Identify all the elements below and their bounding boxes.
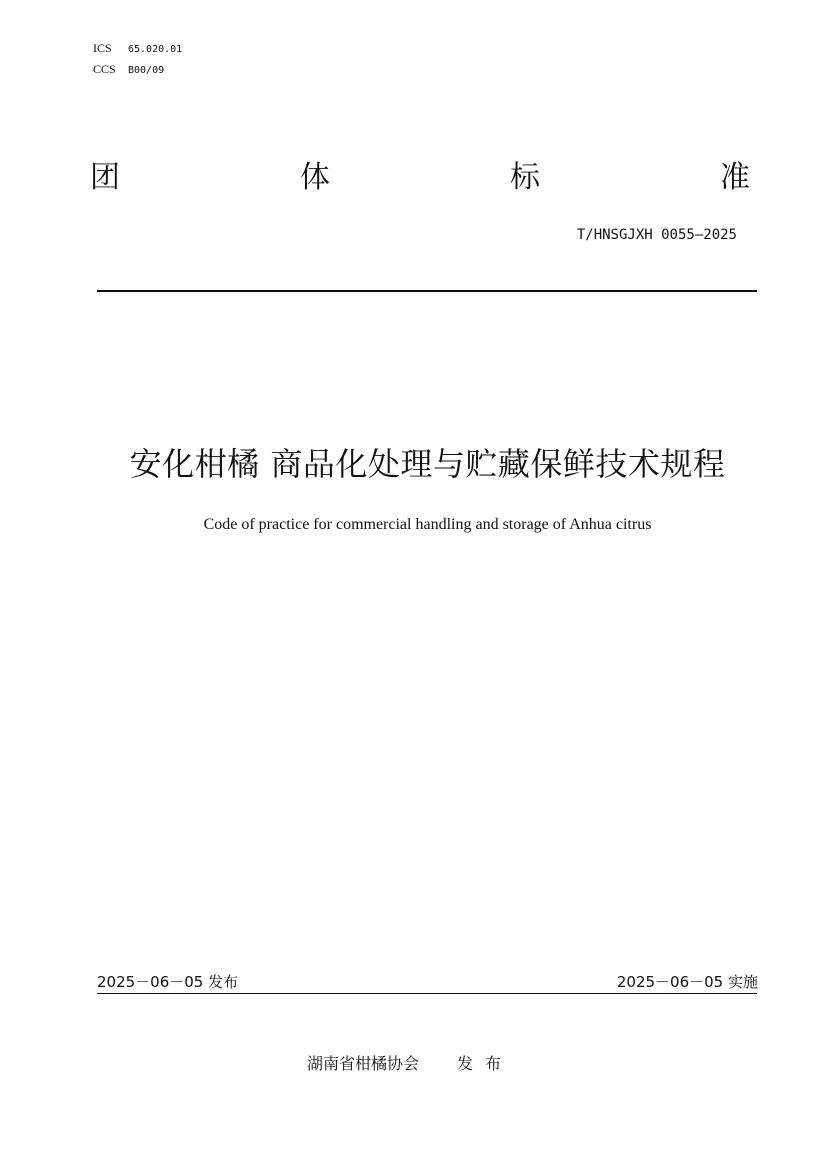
standard-number: T/HNSGJXH 0055—2025 (576, 227, 737, 243)
issue-date: 2025－06－05 发布 (97, 973, 239, 991)
ccs-classification (93, 62, 164, 78)
header-divider (97, 290, 757, 292)
ccs-label: CCS (93, 62, 116, 76)
document-title-english: Code of practice for commercial handling and storage of Anhua citrus (203, 516, 652, 533)
publisher-action: 发布 (457, 1054, 514, 1073)
standard-type-char: 团 (90, 160, 120, 195)
ics-value: 65.020.01 (128, 44, 183, 55)
standard-type-char: 准 (720, 160, 750, 195)
standard-type-char: 体 (300, 160, 330, 195)
ccs-value: B00/09 (128, 65, 165, 76)
document-title-chinese: 安化柑橘 商品化处理与贮藏保鲜技术规程 (129, 445, 726, 483)
implementation-date: 2025－06－05 实施 (616, 973, 758, 991)
publisher-line (307, 1053, 513, 1075)
footer-divider (97, 993, 757, 994)
publisher-name: 湖南省柑橘协会 (307, 1054, 420, 1073)
ics-label: ICS (93, 41, 112, 55)
standard-type-heading (90, 158, 750, 198)
ics-classification (93, 41, 182, 57)
standard-type-char: 标 (510, 160, 540, 195)
